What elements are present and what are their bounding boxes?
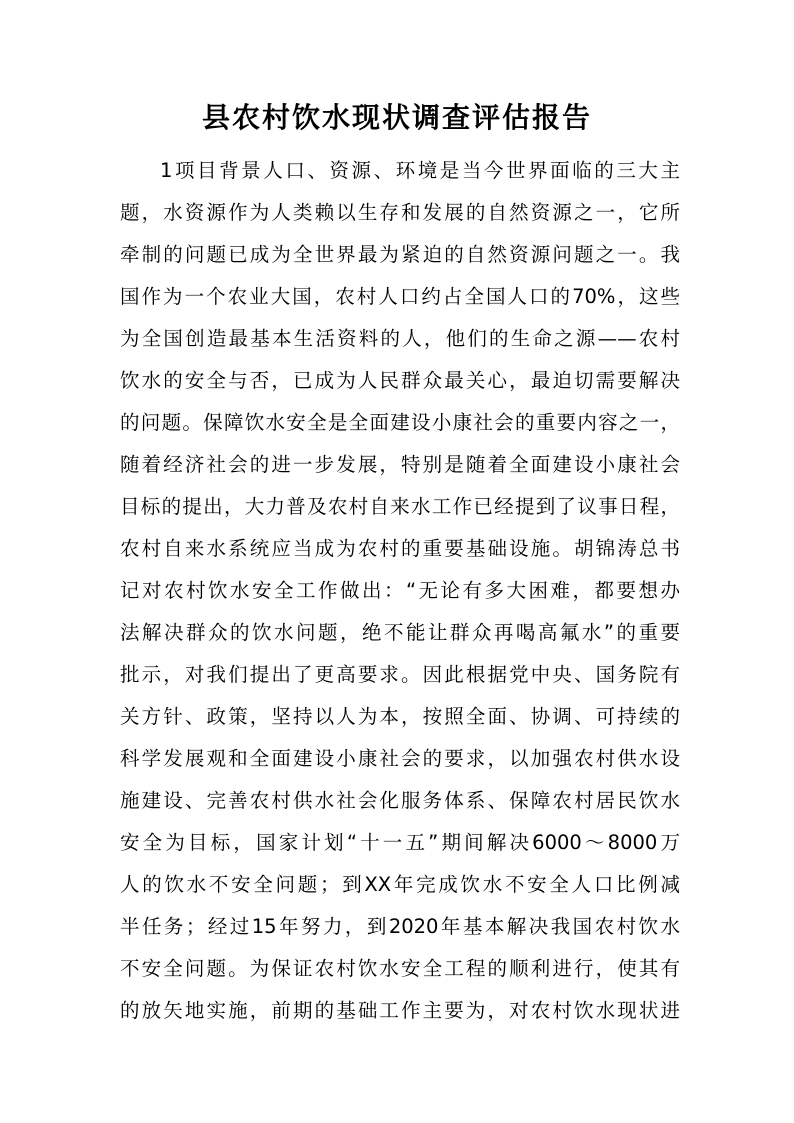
text-line: 的问题。保障饮水安全是全面建设小康社会的重要内容之一， [120,411,680,434]
text-line: 记对农村饮水安全工作做出：“无论有多大困难，都要想办 [120,579,680,602]
text-line: 为全国创造最基本生活资料的人，他们的生命之源——农村 [120,327,680,350]
text-line: 人的饮水不安全问题；到XX年完成饮水不安全人口比例减 [120,873,680,896]
text-line: 安全为目标，国家计划“十一五”期间解决6000～8000万 [120,831,680,854]
text-line: 随着经济社会的进一步发展，特别是随着全面建设小康社会 [120,453,680,476]
text-line: 不安全问题。为保证农村饮水安全工程的顺利进行，使其有 [120,957,680,980]
body-paragraph [120,150,680,1032]
text-line: 饮水的安全与否，已成为人民群众最关心，最迫切需要解决 [120,369,680,392]
text-line: 1项目背景人口、资源、环境是当今世界面临的三大主 [160,159,680,182]
text-line: 题，水资源作为人类赖以生存和发展的自然资源之一，它所 [120,201,680,224]
text-line: 关方针、政策，坚持以人为本，按照全面、协调、可持续的 [120,705,680,728]
text-line: 施建设、完善农村供水社会化服务体系、保障农村居民饮水 [120,789,680,812]
text-line: 科学发展观和全面建设小康社会的要求，以加强农村供水设 [120,747,680,770]
text-line: 国作为一个农业大国，农村人口约占全国人口的70%，这些 [120,285,680,308]
text-line: 农村自来水系统应当成为农村的重要基础设施。胡锦涛总书 [120,537,680,560]
text-line: 半任务；经过15年努力，到2020年基本解决我国农村饮水 [120,915,680,938]
text-line: 的放矢地实施，前期的基础工作主要为，对农村饮水现状进 [120,999,680,1022]
text-line: 批示，对我们提出了更高要求。因此根据党中央、国务院有 [120,663,680,686]
text-line: 目标的提出，大力普及农村自来水工作已经提到了议事日程， [120,495,680,518]
text-line: 牵制的问题已成为全世界最为紧迫的自然资源问题之一。我 [120,243,680,266]
text-line: 法解决群众的饮水问题，绝不能让群众再喝高氟水”的重要 [120,621,680,644]
document-title: 县农村饮水现状调查评估报告 [201,101,592,134]
